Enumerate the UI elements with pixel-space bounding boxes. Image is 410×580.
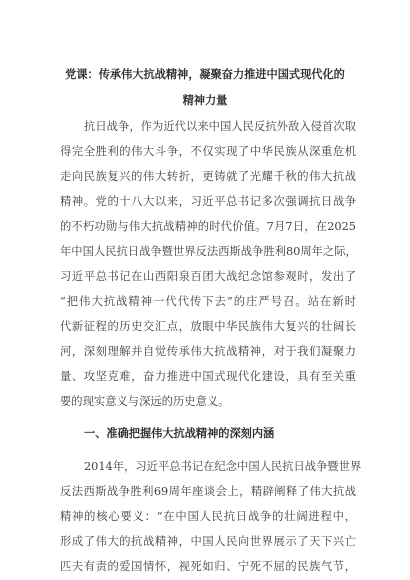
paragraph-line: 走向民族复兴的伟大转折，更铸就了光耀千秋的伟大抗战 bbox=[60, 170, 356, 183]
paragraph-line: 代新征程的历史交汇点，放眼中华民族伟大复兴的壮阔长 bbox=[60, 320, 356, 333]
paragraph-line: 河，深刻理解并自觉传承伟大抗战精神，对于我们凝聚力 bbox=[60, 345, 356, 358]
paragraph-line: 形成了伟大的抗战精神，中国人民向世界展示了天下兴亡 bbox=[60, 535, 356, 548]
paragraph-line: 年中国人民抗日战争暨世界反法西斯战争胜利80周年之际， bbox=[60, 245, 357, 258]
paragraph-line: 匹夫有责的爱国情怀，视死如归、宁死不屈的民族气节， bbox=[60, 560, 356, 573]
paragraph-line: 反法西斯战争胜利69周年座谈会上，精辟阐释了伟大抗战 bbox=[60, 485, 356, 498]
paragraph-line: 精神的核心要义：“在中国人民抗日战争的壮阔进程中， bbox=[60, 510, 356, 523]
paragraph-line: 习近平总书记在山西阳泉百团大战纪念馆参观时，发出了 bbox=[60, 270, 356, 283]
document-title-line-2: 精神力量 bbox=[182, 94, 228, 107]
document-title-line-1: 党课：传承伟大抗战精神，凝聚奋力推进中国式现代化的 bbox=[65, 68, 345, 81]
paragraph-line: “把伟大抗战精神一代代传下去”的庄严号召。站在新时 bbox=[60, 295, 356, 308]
paragraph-line: 要的现实意义与深远的历史意义。 bbox=[60, 395, 230, 408]
paragraph-line: 抗日战争，作为近代以来中国人民反抗外敌入侵首次取 bbox=[84, 120, 356, 133]
paragraph-line: 得完全胜利的伟大斗争，不仅实现了中华民族从深重危机 bbox=[60, 145, 356, 158]
section-heading: 一、准确把握伟大抗战精神的深刻内涵 bbox=[84, 427, 275, 440]
paragraph-line: 2014年，习近平总书记在纪念中国人民抗日战争暨世界 bbox=[84, 460, 362, 473]
paragraph-line: 量、攻坚克难，奋力推进中国式现代化建设，具有至关重 bbox=[60, 370, 356, 383]
paragraph-line: 的不朽功勋与伟大抗战精神的时代价值。7月7日，在2025 bbox=[60, 220, 356, 233]
paragraph-line: 精神。党的十八大以来，习近平总书记多次强调抗日战争 bbox=[60, 195, 356, 208]
